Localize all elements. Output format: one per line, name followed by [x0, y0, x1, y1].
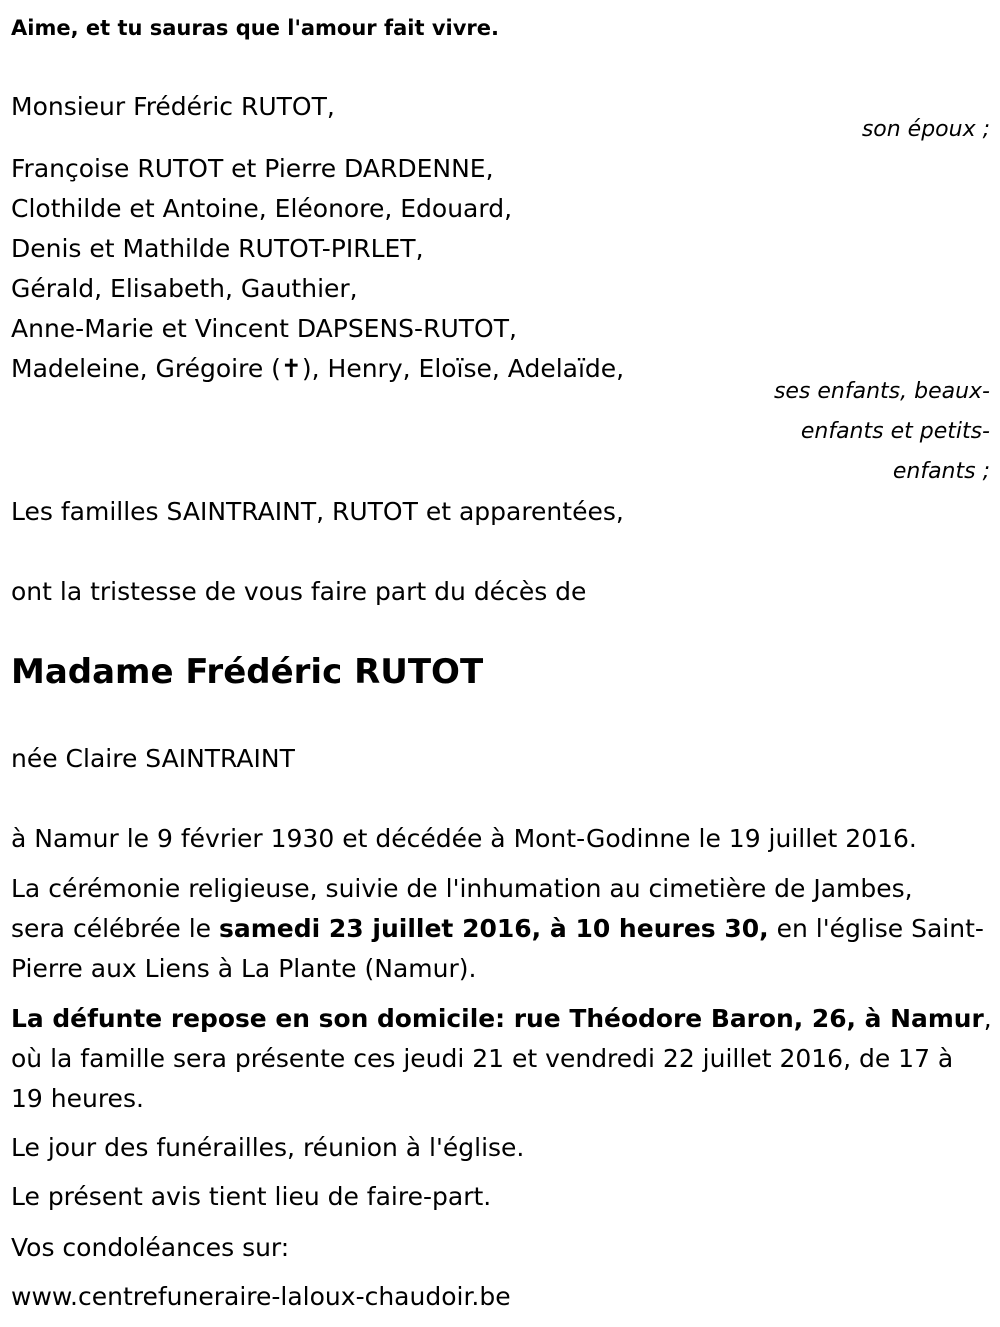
ceremony-text: sera célébrée le [11, 914, 219, 943]
children-line: Clothilde et Antoine, Eléonore, Edouard, [11, 194, 513, 223]
spouse-role: son époux ; [861, 117, 990, 142]
repose-line [11, 1004, 992, 1034]
maiden-name: née Claire SAINTRAINT [11, 744, 295, 773]
children-line: Françoise RUTOT et Pierre DARDENNE, [11, 154, 494, 183]
funeral-day-line: Le jour des funérailles, réunion à l'église. [11, 1133, 525, 1162]
epigraph: Aime, et tu sauras que l'amour fait vivre. [11, 16, 499, 40]
condolences-label: Vos condoléances sur: [11, 1233, 290, 1262]
children-line: Anne-Marie et Vincent DAPSENS-RUTOT, [11, 314, 517, 343]
deceased-name: Madame Frédéric RUTOT [11, 652, 484, 692]
ceremony-line [11, 914, 984, 944]
birth-death-dates: à Namur le 9 février 1930 et décédée à Mont-Godinne le 19 juillet 2016. [11, 824, 917, 853]
repose-text: , [983, 1004, 992, 1033]
children-role-line: enfants ; [892, 459, 990, 484]
ceremony-datetime: samedi 23 juillet 2016, à 10 heures 30, [218, 914, 769, 943]
children-role-line: enfants et petits- [800, 419, 990, 444]
ceremony-line: La cérémonie religieuse, suivie de l'inhumation au cimetière de Jambes, [11, 874, 913, 903]
repose-line: où la famille sera présente ces jeudi 21 et vendredi 22 juillet 2016, de 17 à [11, 1044, 954, 1073]
repose-line: 19 heures. [11, 1084, 144, 1113]
children-line: Gérald, Elisabeth, Gauthier, [11, 274, 358, 303]
ceremony-line: Pierre aux Liens à La Plante (Namur). [11, 954, 477, 983]
children-line: Madeleine, Grégoire (✝), Henry, Eloïse, Adelaïde, [11, 354, 625, 383]
children-line: Denis et Mathilde RUTOT-PIRLET, [11, 234, 424, 263]
website-link[interactable]: www.centrefuneraire-laloux-chaudoir.be [11, 1282, 511, 1311]
families-line: Les familles SAINTRAINT, RUTOT et apparentées, [11, 497, 624, 526]
spouse-name: Monsieur Frédéric RUTOT, [11, 92, 335, 121]
announcement: ont la tristesse de vous faire part du décès de [11, 577, 587, 606]
ceremony-text: en l'église Saint- [768, 914, 984, 943]
children-role-line: ses enfants, beaux- [773, 379, 990, 404]
repose-address: La défunte repose en son domicile: rue Théodore Baron, 26, à Namur [11, 1004, 984, 1033]
notice-line: Le présent avis tient lieu de faire-part. [11, 1182, 492, 1211]
